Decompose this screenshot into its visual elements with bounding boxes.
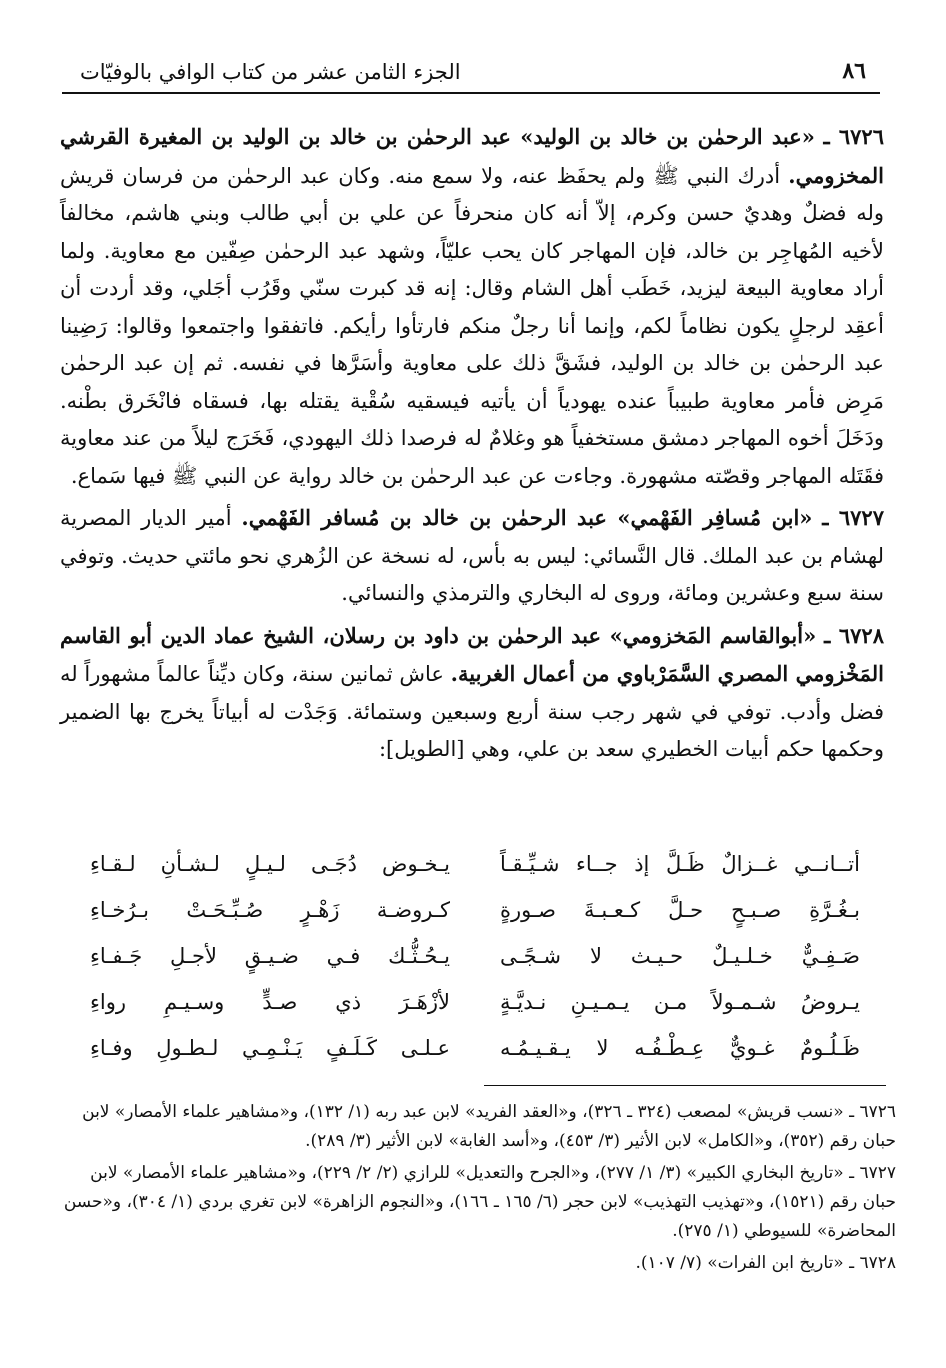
verse-second-hemistich: لأزْهَـرَ ذي صـدٍّ وسـيـمِ رواءِ [90,990,450,1014]
poem-verse [90,852,860,898]
verse-first-hemistich: صَـفِـيٌّ خـلـيـلٌ حـيـث لا شـجًـى [500,944,860,968]
entry-number: ٦٧٢٦ ـ [823,124,884,149]
verse-first-hemistich: بـغُـرَّةِ صـبـحٍ حـلَّ كـعـبـةَ صـورةٍ [500,898,860,922]
verse-first-hemistich: يـروضُ شـمـولاً مـن يـمـيـنِ نـديَّـةٍ [500,990,860,1014]
verse-second-hemistich: كـروضـة زَهْـرٍ صُـبِّـحَـتْ بـرُخـاءِ [90,898,450,922]
footnote-number: ٦٧٢٦ ـ [849,1102,896,1122]
entry-heading: «عبد الرحمٰن بن خالد بن الوليد» عبد الرحمٰن بن خالد بن الوليد بن المغيرة القرشي المخزومي. [60,124,884,188]
entry-number: ٦٧٢٧ ـ [822,505,884,530]
footnote-number: ٦٧٢٧ ـ [849,1163,896,1183]
page-number: ٨٦ [842,58,866,84]
entry-number: ٦٧٢٨ ـ [824,622,884,648]
footnote [62,1098,896,1156]
footnote-number: ٦٧٢٨ ـ [849,1253,896,1273]
verse-second-hemistich: يـخـوض دُجَـى لـيـلٍ لـشـأنِ لـقـاءِ [90,852,450,876]
main-text [60,118,884,773]
entry-text: أمير الديار المصرية لهشام بن عبد الملك. قال النَّسائي: ليس به بأس، له نسخة عن الزُهري نحو مائتي حديث. وتوفي سنة سبع وعشرين ومائة، وروى له البخاري والترمذي والنسائي. [60,506,884,605]
verse-second-hemistich: يـحُـثُّـك فـي ضـيـقٍ لأجـلِ جَـفـاءِ [90,944,450,968]
poem [90,852,860,1082]
entry-6727 [60,499,884,613]
entry-heading: «ابن مُسافِر الفَهْمي» عبد الرحمٰن بن خالد بن مُسافر الفَهْمي. [241,505,813,530]
page-header [62,52,880,94]
footnote-text: «تاريخ البخاري الكبير» (٣/ ١/ ٢٧٧)، و«الجرح والتعديل» للرازي (٢/ ٢/ ٢٢٩)، و«مشاهير علماء الأمصار» لابن حبان رقم (١٥٢١)، و«تهذيب التهذيب» لابن حجر (٦/ ١٦٥ ـ ١٦٦)، و«النجوم الزاهرة» لابن تغري بردي (١/ ٣٠٤)، و«حسن المحاضرة» للسيوطي (١/ ٢٧٥). [63,1163,896,1241]
footnote-text: «تاريخ ابن الفرات» (٧/ ١٠٧). [635,1253,844,1273]
entry-6728 [60,617,884,769]
footnotes [62,1098,896,1281]
poem-verse [90,898,860,944]
footnote-text: «نسب قريش» لمصعب (٣٢٤ ـ ٣٢٦)، و«العقد الفريد» لابن عبد ربه (١/ ١٣٢)، و«مشاهير علماء الأمصار» لابن حبان رقم (٣٥٢)، و«الكامل» لابن الأثير (٣/ ٤٥٣)، و«أسد الغابة» لابن الأثير (٣/ ٢٨٩). [82,1102,896,1151]
entry-text: أدرك النبي ﷺ ولم يحفَظ عنه، ولا سمع منه. وكان عبد الرحمٰن من فرسان قريش وله فضلٌ وهديٌ حسن وكرم، إلاّ أنه كان منحرفاً عن علي بن أبي طالب وبني هاشم، مخالفاً لأخيه المُهاجِر بن خالد، فإن المهاجر كان يحب عليّاً، وشهد عبد الرحمٰن صِفّين مع معاوية. ولما أراد معاوية البيعة ليزيد، خَطَب أهل الشام وقال: إنه قد كبرت سنّي وقَرُب أجَلي، وقد أردت أن أعقِد لرجلٍ يكون نظاماً لكم، وإنما أنا رجلٌ منكم فارتأوا رأيكم. فاتفقوا واجتمعوا وقالوا: رَضِينا عبد الرحمٰن بن خالد بن الوليد، فشَقَّ ذلك على معاوية وأسَرَّها في نفسه. ثم إن عبد الرحمٰن مَرِض فأمر معاوية طبيباً عنده يهودياً أن يأتيه فيسقيه سُقْية يقتله بها، فسقاه فانْخَرق بطْنه. ودَخَلَ أخوه المهاجر دمشق مستخفياً هو وغلامٌ له فرصدا ذلك اليهودي، فَخَرَج ليلاً من عند معاوية فقَتَله المهاجر وقصّته مشهورة. وجاءت عن عبد الرحمٰن بن خالد رواية عن النبي ﷺ فيها سَماع. [60,163,885,488]
poem-verse [90,1036,860,1082]
verse-first-hemistich: أتــانــي غــزالٌ ظَـلَّ إذ جــاء شـيِّـقـاً [500,852,860,876]
poem-verse [90,990,860,1036]
running-title: الجزء الثامن عشر من كتاب الوافي بالوفيّات [80,60,461,84]
footnote [62,1159,896,1246]
entry-text: عاش ثمانين سنة، وكان ديِّناً عالماً مشهوراً له فضل وأدب. توفي في شهر رجب سنة أربع وسبعين وستمائة. وَجَدْت له أبياتاً يخرج بها الضمير وحكمها حكم أبيات الخطيري سعد بن علي، وهي [الطويل]: [60,662,884,761]
verse-first-hemistich: ظَـلُـومٌ غـويٌّ عِـطْـفُـه لا يـقـيـمُـه [500,1036,860,1060]
verse-second-hemistich: عـلـى كَـلَـفٍ يَـنْـمِـي لـطـولِ وفـاءِ [90,1036,450,1060]
footnote [62,1249,896,1278]
poem-verse [90,944,860,990]
entry-heading: «أبوالقاسم المَخزومي» عبد الرحمٰن بن داود بن رسلان، الشيخ عماد الدين أبو القاسم المَخْزومي المصري السَّمَرْباوي من أعمال الغربية. [60,622,884,686]
entry-6726 [60,118,884,495]
footnote-divider [484,1085,886,1086]
